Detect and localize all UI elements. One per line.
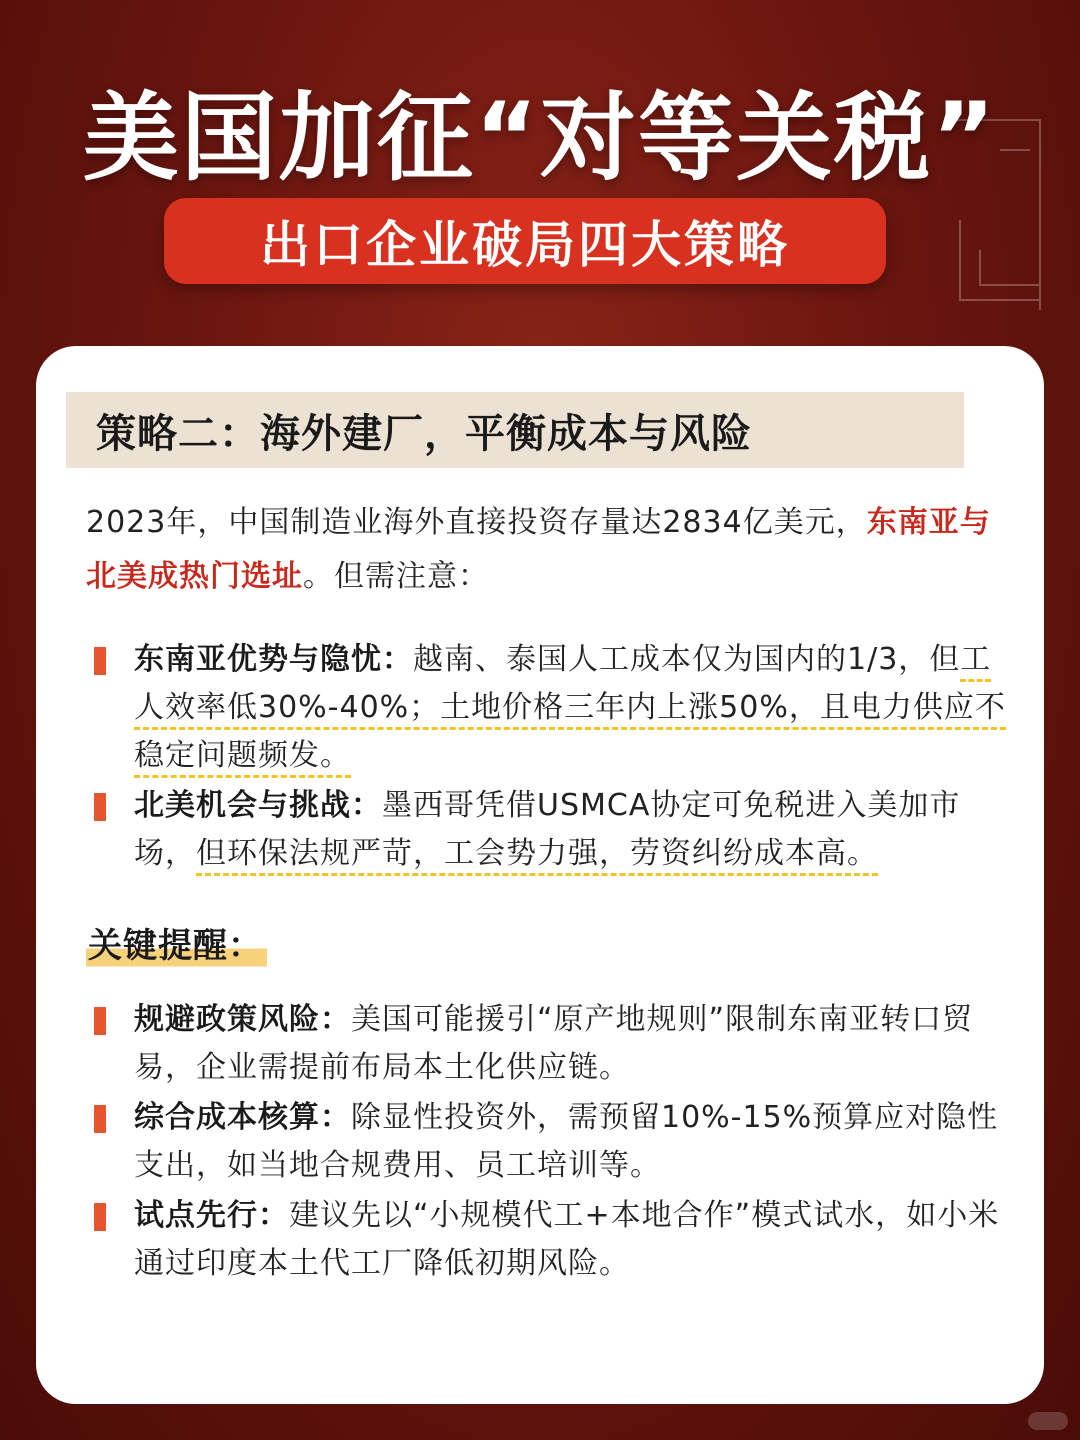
point-lead: 越南、泰国人工成本仅为国内的1/3，但 <box>413 642 961 677</box>
point-label: 规避政策风险： <box>134 1002 351 1037</box>
content-card <box>36 346 1044 1404</box>
bullet-marker <box>94 793 106 821</box>
list-item <box>94 1094 1014 1190</box>
point-label: 北美机会与挑战： <box>134 788 382 823</box>
bullet-marker <box>94 1203 106 1231</box>
list-item <box>94 996 1014 1092</box>
intro-highlight: 东南亚与北美成热门选址 <box>86 505 991 594</box>
bullet-marker <box>94 1007 106 1035</box>
intro-paragraph <box>86 496 1006 604</box>
list-item <box>94 782 1014 878</box>
bullet-marker <box>94 1105 106 1133</box>
point-label: 试点先行： <box>134 1198 289 1233</box>
point-emphasis: 但环保法规严苛，工会势力强，劳资纠纷成本高。 <box>196 836 878 876</box>
subtitle-text: 出口企业破局四大策略 <box>260 216 790 274</box>
point-label: 综合成本核算： <box>134 1100 351 1135</box>
list-item <box>94 1192 1014 1288</box>
point-emphasis: 工人效率低30%-40%；土地价格三年内上涨50%，且电力供应不稳定问题频发。 <box>134 642 1006 778</box>
section-title: 策略二：海外建厂，平衡成本与风险 <box>96 410 752 457</box>
point-text: 美国可能援引“原产地规则”限制东南亚转口贸易，企业需提前布局本土化供应链。 <box>134 1002 974 1085</box>
bullet-marker <box>94 647 106 675</box>
subtitle-banner <box>164 198 886 284</box>
intro-tail: 。但需注意： <box>303 559 489 594</box>
main-title: 美国加征“对等关税” <box>82 82 998 194</box>
watermark-badge <box>1028 1412 1068 1430</box>
intro-text: 2023年，中国制造业海外直接投资存量达2834亿美元， <box>86 505 867 540</box>
key-reminder-points <box>94 996 1014 1290</box>
point-text: 建议先以“小规模代工+本地合作”模式试水，如小米通过印度本土代工厂降低初期风险。 <box>134 1198 1000 1281</box>
key-reminder-title: 关键提醒： <box>86 918 267 969</box>
point-lead: 墨西哥凭借USMCA协定可免税进入美加市场， <box>134 788 961 871</box>
point-label: 东南亚优势与隐忧： <box>134 642 413 677</box>
point-text: 除显性投资外，需预留10%-15%预算应对隐性支出，如当地合规费用、员工培训等。 <box>134 1100 999 1183</box>
strategy-points <box>94 636 1014 880</box>
section-heading-band <box>66 392 964 468</box>
list-item <box>94 636 1014 780</box>
